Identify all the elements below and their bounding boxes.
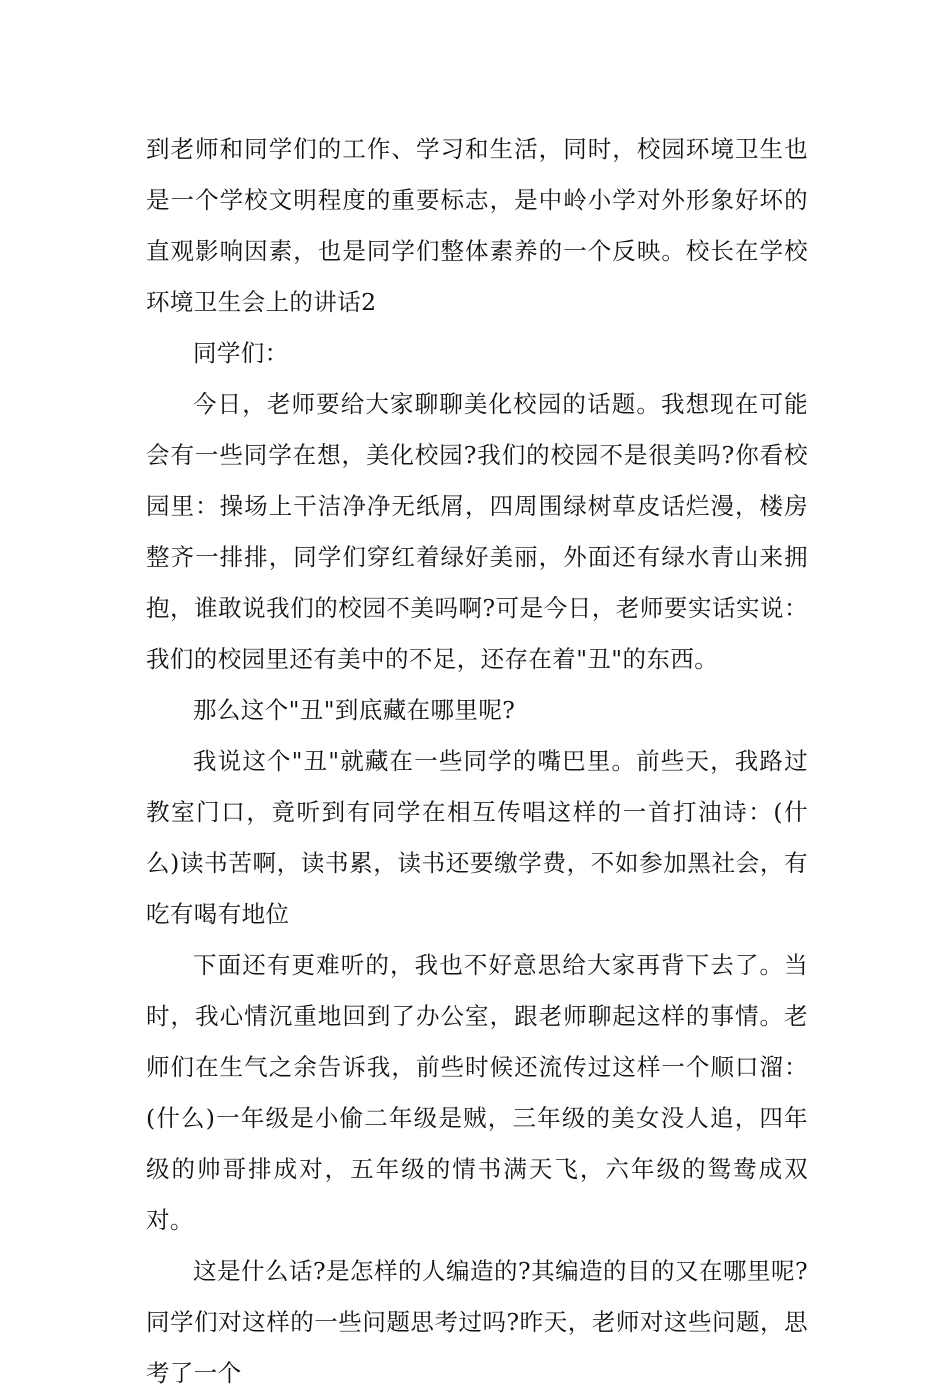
paragraph: 同学们： xyxy=(193,339,289,367)
paragraph: 下面还有更难听的，我也不好意思给大家再背下去了。当时，我心情沉重地回到了办公室，跟老师聊起这样的事情。老师们在生气之余告诉我，前些时候还流传过这样一个顺口溜：(什么)一年级是小偷二年级是贼，三年级的美女没人追，四年级的帅哥排成对，五年级的情书满天飞，六年级的鸳鸯成双对。 xyxy=(146,951,808,1234)
paragraph: 今日，老师要给大家聊聊美化校园的话题。我想现在可能会有一些同学在想，美化校园?我们的校园不是很美吗?你看校园里：操场上干洁净净无纸屑，四周围绿树草皮话烂漫，楼房整齐一排排，同学们穿红着绿好美丽，外面还有绿水青山来拥抱，谁敢说我们的校园不美吗啊?可是今日，老师要实话实说：我们的校园里还有美中的不足，还存在着"丑"的东西。 xyxy=(146,390,808,673)
paragraph: 这是什么话?是怎样的人编造的?其编造的目的又在哪里呢?同学们对这样的一些问题思考过吗?昨天，老师对这些问题，思考了一个 xyxy=(146,1257,808,1387)
paragraph: 我说这个"丑"就藏在一些同学的嘴巴里。前些天，我路过教室门口，竟听到有同学在相互传唱这样的一首打油诗：(什么)读书苦啊，读书累，读书还要缴学费，不如参加黑社会，有吃有喝有地位 xyxy=(146,747,808,928)
document-body xyxy=(146,124,808,1399)
paragraph: 那么这个"丑"到底藏在哪里呢? xyxy=(193,696,516,724)
paragraph: 到老师和同学们的工作、学习和生活，同时，校园环境卫生也是一个学校文明程度的重要标志，是中岭小学对外形象好坏的直观影响因素，也是同学们整体素养的一个反映。校长在学校环境卫生会上的讲话2 xyxy=(146,135,808,316)
